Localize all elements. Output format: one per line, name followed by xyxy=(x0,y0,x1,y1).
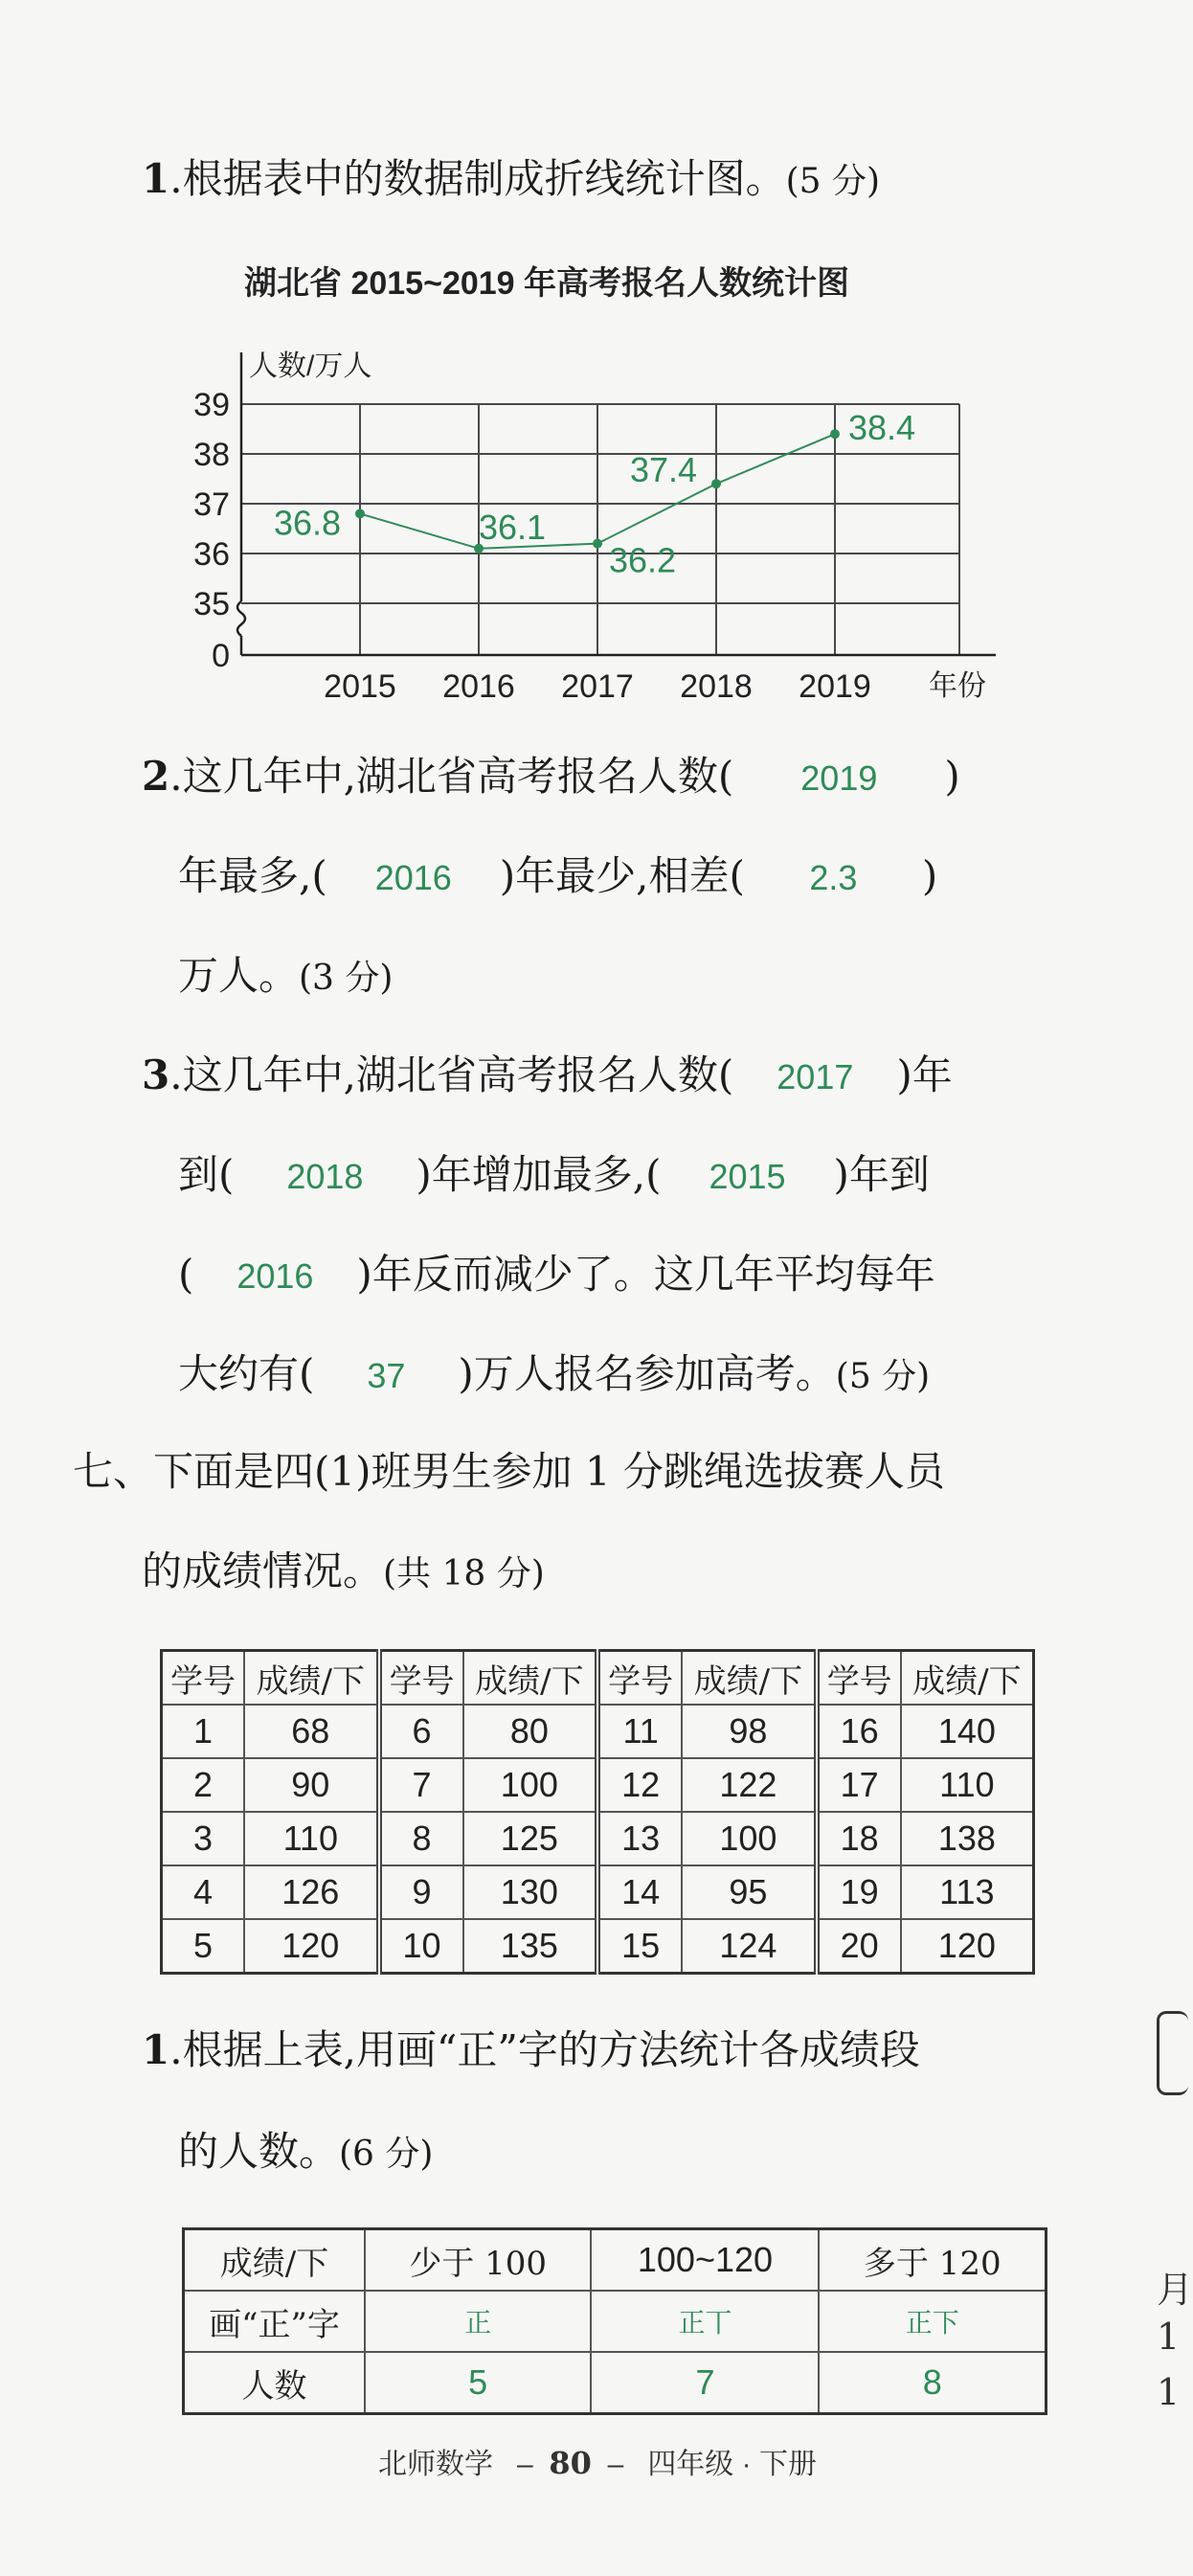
tally-cell[interactable]: 正下 xyxy=(819,2291,1046,2352)
data-point xyxy=(830,429,840,439)
student-id-cell: 13 xyxy=(597,1812,682,1865)
score-note: (6 分) xyxy=(339,2135,434,2174)
answer-blank[interactable]: 37 xyxy=(367,1356,406,1395)
answer-blank[interactable]: 2015 xyxy=(709,1157,786,1196)
student-id-cell: 7 xyxy=(379,1758,463,1812)
tally-cell[interactable]: 正丅 xyxy=(591,2291,819,2352)
student-id-cell: 18 xyxy=(817,1812,901,1865)
score-table xyxy=(160,1649,1035,1975)
question-text: .根据上表,用画“正”字的方法统计各成绩段 xyxy=(169,2026,920,2073)
header-cell: 学号 xyxy=(597,1651,682,1706)
footer-dash: – xyxy=(501,2449,542,2480)
footer-grade: 四年级 · 下册 xyxy=(647,2449,817,2480)
student-id-cell: 14 xyxy=(597,1865,682,1919)
header-cell xyxy=(819,2229,1046,2292)
question-text: )年反而减少了。这几年平均每年 xyxy=(356,1251,935,1298)
y-tick-label: 37 xyxy=(193,486,230,523)
question-text: .根据表中的数据制成折线统计图。 xyxy=(169,155,786,202)
data-label: 37.4 xyxy=(630,450,698,490)
y-tick-label: 35 xyxy=(193,586,230,622)
question-text: .这几年中,湖北省高考报名人数( xyxy=(169,753,734,800)
question-number: 3 xyxy=(142,1051,170,1098)
question-text: ( xyxy=(178,1251,194,1298)
question-2-line-3 xyxy=(178,952,393,1000)
student-id-cell: 15 xyxy=(597,1919,682,1974)
question-3-line-2 xyxy=(178,1151,930,1199)
footer-book: 北师数学 xyxy=(378,2449,493,2480)
section-7-line-1 xyxy=(73,1448,945,1496)
student-id-cell: 3 xyxy=(162,1812,245,1865)
section-text: 下面是四(1)班男生参加 1 分跳绳选拔赛人员 xyxy=(153,1448,945,1495)
section-text: 的成绩情况。 xyxy=(142,1548,384,1594)
x-tick-label: 2017 xyxy=(561,668,634,705)
score-cell: 100 xyxy=(682,1812,817,1865)
edge-text-fragment: 1 xyxy=(1157,2316,1181,2358)
score-cell: 135 xyxy=(463,1919,598,1974)
table-row xyxy=(184,2291,1047,2352)
edge-tab-fragment xyxy=(1157,2011,1188,2095)
table-row xyxy=(162,1705,1034,1758)
question-text: 到( xyxy=(178,1151,235,1198)
answer-blank[interactable]: 2018 xyxy=(286,1157,364,1196)
header-cell: 100~120 xyxy=(591,2229,819,2292)
y-tick-label: 38 xyxy=(193,437,230,473)
x-tick-label: 2019 xyxy=(799,668,871,705)
header-cell: 学号 xyxy=(379,1651,463,1706)
page-footer xyxy=(378,2440,817,2482)
score-cell: 80 xyxy=(463,1705,598,1758)
header-cell: 成绩/下 xyxy=(682,1651,817,1706)
count-cell[interactable]: 7 xyxy=(591,2352,819,2414)
table-row xyxy=(162,1758,1034,1812)
section-7-line-2 xyxy=(142,1548,545,1595)
x-axis-label: 年份 xyxy=(929,670,986,702)
score-note: (5 分) xyxy=(835,1357,931,1396)
student-id-cell: 12 xyxy=(597,1758,682,1812)
question-text: )年增加最多,( xyxy=(416,1151,662,1198)
student-id-cell: 5 xyxy=(162,1919,245,1974)
question-2-line-1 xyxy=(142,753,960,801)
question-number: 1 xyxy=(142,2026,170,2073)
table-header-row xyxy=(162,1651,1034,1706)
answer-blank[interactable]: 2019 xyxy=(800,758,878,798)
header-cell: 学号 xyxy=(162,1651,245,1706)
score-note: (共 18 分) xyxy=(383,1554,545,1593)
score-cell: 120 xyxy=(244,1919,379,1974)
tally-cell[interactable]: 正 xyxy=(365,2291,591,2352)
student-id-cell: 1 xyxy=(162,1705,245,1758)
section-7-question-1-line-1 xyxy=(142,2026,920,2074)
score-cell: 138 xyxy=(901,1812,1034,1865)
student-id-cell: 17 xyxy=(817,1758,901,1812)
y-tick-label: 36 xyxy=(193,536,230,573)
y-axis-label: 人数/万人 xyxy=(249,350,372,382)
student-id-cell: 4 xyxy=(162,1865,245,1919)
score-cell: 95 xyxy=(682,1865,817,1919)
page-number: 80 xyxy=(549,2445,592,2481)
question-3-line-3 xyxy=(178,1251,935,1299)
student-id-cell: 8 xyxy=(379,1812,463,1865)
score-cell: 98 xyxy=(682,1705,817,1758)
edge-text-fragment: 月 xyxy=(1157,2269,1193,2311)
question-text: )年最少,相差( xyxy=(499,852,745,899)
section-7-question-1-line-2 xyxy=(178,2128,433,2176)
student-id-cell: 11 xyxy=(597,1705,682,1758)
header-text: 少于 100 xyxy=(409,2244,548,2283)
score-cell: 130 xyxy=(463,1865,598,1919)
footer-dash: – xyxy=(599,2449,640,2480)
table-row xyxy=(184,2229,1047,2292)
score-note: (3 分) xyxy=(299,959,394,998)
student-id-cell: 20 xyxy=(817,1919,901,1974)
section-label: 七、 xyxy=(73,1448,154,1495)
score-cell: 126 xyxy=(244,1865,379,1919)
question-text: )年 xyxy=(896,1051,953,1098)
answer-blank[interactable]: 2017 xyxy=(777,1057,854,1096)
score-cell: 124 xyxy=(682,1919,817,1974)
answer-blank[interactable]: 2016 xyxy=(236,1256,314,1296)
data-point xyxy=(355,508,365,518)
edge-text-fragment: 1 xyxy=(1157,2371,1181,2413)
row-label: 人数 xyxy=(184,2352,365,2414)
student-id-cell: 19 xyxy=(817,1865,901,1919)
data-label: 38.4 xyxy=(848,408,916,448)
score-cell: 90 xyxy=(244,1758,379,1812)
question-text: 大约有( xyxy=(178,1350,315,1397)
table-row xyxy=(184,2352,1047,2414)
score-cell: 110 xyxy=(901,1758,1034,1812)
tally-table xyxy=(182,2227,1047,2415)
data-label: 36.1 xyxy=(479,507,547,547)
header-cell: 成绩/下 xyxy=(244,1651,379,1706)
question-2-line-2 xyxy=(178,852,937,900)
student-id-cell: 9 xyxy=(379,1865,463,1919)
header-cell: 学号 xyxy=(817,1651,901,1706)
question-text: ) xyxy=(944,753,960,800)
header-cell: 成绩/下 xyxy=(184,2229,365,2292)
score-cell: 110 xyxy=(244,1812,379,1865)
answer-blank[interactable]: 2.3 xyxy=(809,858,858,897)
answer-blank[interactable]: 2016 xyxy=(374,858,452,897)
student-id-cell: 16 xyxy=(817,1705,901,1758)
score-note: (5 分) xyxy=(785,162,881,201)
score-cell: 68 xyxy=(244,1705,379,1758)
student-id-cell: 10 xyxy=(379,1919,463,1974)
score-cell: 125 xyxy=(463,1812,598,1865)
question-text: 年最多,( xyxy=(178,852,327,899)
axis-break-mark xyxy=(237,601,245,636)
header-text: 多于 120 xyxy=(863,2244,1002,2283)
chart-title: 湖北省 2015~2019 年高考报名人数统计图 xyxy=(244,265,850,302)
question-text: .这几年中,湖北省高考报名人数( xyxy=(169,1051,734,1098)
x-tick-label: 2015 xyxy=(324,668,396,705)
question-text: 的人数。 xyxy=(178,2128,340,2175)
header-cell: 成绩/下 xyxy=(463,1651,598,1706)
question-text: 万人。 xyxy=(178,952,300,999)
question-3-line-4 xyxy=(178,1350,930,1398)
data-point xyxy=(593,539,602,549)
x-tick-label: 2016 xyxy=(442,668,515,705)
x-tick-label: 2018 xyxy=(680,668,753,705)
question-number: 2 xyxy=(142,753,170,800)
table-row xyxy=(162,1812,1034,1865)
count-cell[interactable]: 5 xyxy=(365,2352,591,2414)
score-cell: 100 xyxy=(463,1758,598,1812)
question-text: )年到 xyxy=(833,1151,930,1198)
score-cell: 140 xyxy=(901,1705,1034,1758)
question-text: )万人报名参加高考。 xyxy=(458,1350,836,1397)
data-label: 36.8 xyxy=(274,503,342,543)
question-1 xyxy=(142,155,880,203)
header-cell xyxy=(365,2229,591,2292)
question-3-line-1 xyxy=(142,1051,953,1099)
count-cell[interactable]: 8 xyxy=(819,2352,1046,2414)
row-label: 画“正”字 xyxy=(184,2291,365,2352)
line-chart xyxy=(172,345,1024,709)
data-point xyxy=(711,479,721,488)
score-cell: 122 xyxy=(682,1758,817,1812)
score-cell: 120 xyxy=(901,1919,1034,1974)
table-row xyxy=(162,1919,1034,1974)
data-label: 36.2 xyxy=(609,540,677,580)
header-cell: 成绩/下 xyxy=(901,1651,1034,1706)
y-tick-label: 39 xyxy=(193,387,230,423)
y-tick-label: 0 xyxy=(212,638,230,674)
question-number: 1 xyxy=(142,155,170,202)
score-cell: 113 xyxy=(901,1865,1034,1919)
question-text: ) xyxy=(921,852,938,899)
student-id-cell: 6 xyxy=(379,1705,463,1758)
table-row xyxy=(162,1865,1034,1919)
student-id-cell: 2 xyxy=(162,1758,245,1812)
